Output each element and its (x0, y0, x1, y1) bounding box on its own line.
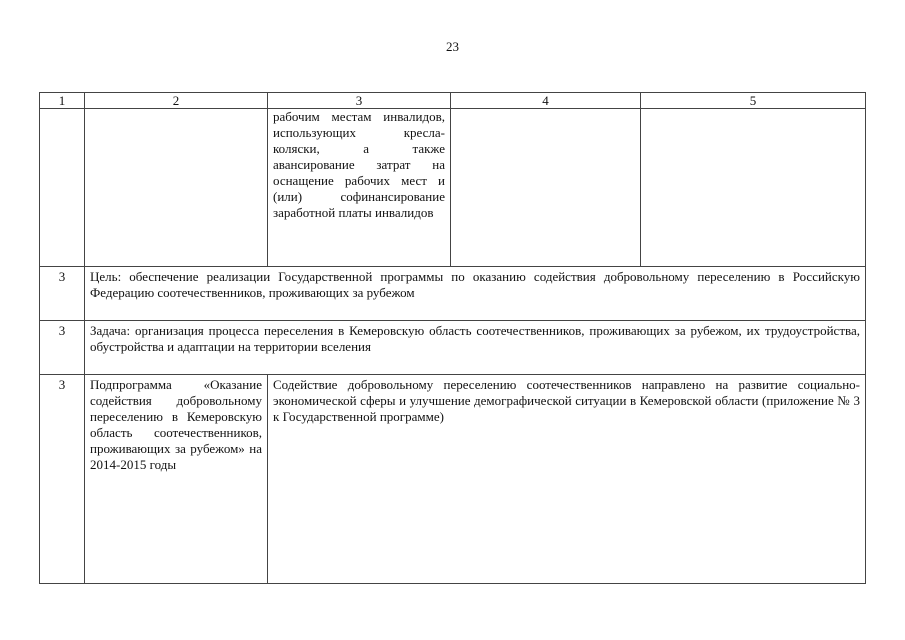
table-header-row (40, 93, 866, 109)
row1-cell-measures: рабочим местам инвалидов, использующих кресла-коляски, а также авансирование затрат на оснащение рабочих мест и (или) софинансирование заработной платы инвалидов (268, 109, 451, 267)
row1-cell-num (40, 109, 85, 267)
header-cell-3: 3 (268, 93, 451, 109)
goal-row-text: Цель: обеспечение реализации Государственной программы по оказанию содействия добровольному переселению в Российскую Федерацию соотечественников, проживающих за рубежом (85, 267, 866, 321)
table-row (40, 267, 866, 321)
row1-cell-5 (641, 109, 866, 267)
table-row (40, 109, 866, 267)
table-row (40, 375, 866, 584)
subprogram-title: Подпрограмма «Оказание содействия добровольному переселению в Кемеровскую область соотечественников, проживающих за рубежом» на 2014-2015 годы (85, 375, 268, 584)
table-row (40, 321, 866, 375)
task-row-number: 3 (40, 321, 85, 375)
subprogram-row-number: 3 (40, 375, 85, 584)
row1-cell-name (85, 109, 268, 267)
header-cell-1: 1 (40, 93, 85, 109)
subprogram-description: Содействие добровольному переселению соотечественников направлено на развитие социально-экономической сферы и улучшение демографической ситуации в Кемеровской области (приложение № 3 к Государственной программе) (268, 375, 866, 584)
goal-row-number: 3 (40, 267, 85, 321)
task-row-text: Задача: организация процесса переселения в Кемеровскую область соотечественников, проживающих за рубежом, их трудоустройства, обустройства и адаптации на территории вселения (85, 321, 866, 375)
header-cell-5: 5 (641, 93, 866, 109)
program-table (39, 92, 866, 584)
header-cell-2: 2 (85, 93, 268, 109)
page-number: 23 (446, 39, 459, 54)
row1-cell-4 (451, 109, 641, 267)
header-cell-4: 4 (451, 93, 641, 109)
